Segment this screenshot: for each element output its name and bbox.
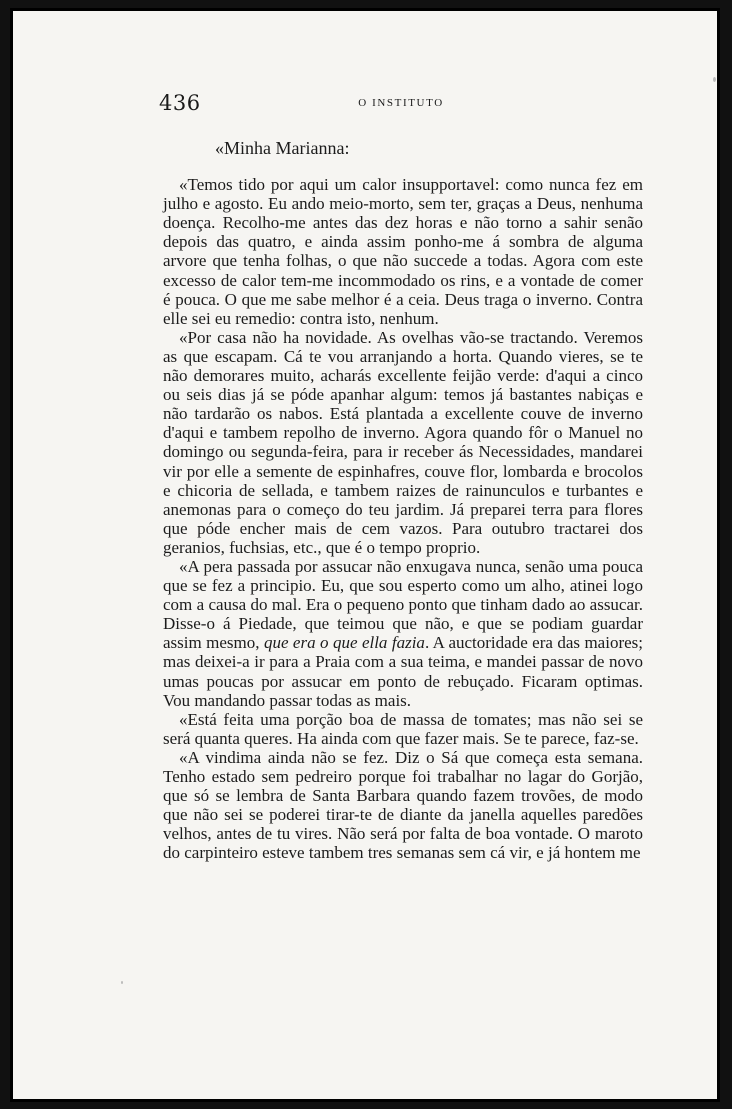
text-segment: «Por casa não ha novidade. As ovelhas vão-se tractando. Veremos as que escapam. Cá te vou arranjando a horta. Quando vieres, se te não demorares muito, acharás excellente feijão verde: d'aqui a cinco ou seis dias já se póde apanhar algum: temos já bastantes nabiças e não tardarão os nabos. Está plantada a excellente couve de inverno d'aqui e tambem repolho de inverno. Agora quando fôr o Manuel no domingo ou segunda-feira, para ir receber ás Necessidades, mandarei vir por elle a semente de espinhafres, couve flor, lombarda e brocolos e chicoria de sellada, e tambem raizes de rainunculos e turbantes e anemonas para o começo do teu jardim. Já preparei terra para flores que póde encher mais de cem vazos. Para outubro tractarei dos geranios, fuchsias, etc., que é o tempo proprio.: [163, 327, 643, 557]
letter-body: [163, 139, 643, 862]
text-segment: «A vindima ainda não se fez. Diz o Sá que começa esta semana. Tenho estado sem pedreiro porque foi trabalhar no lagar do Gorjão, que só se lembra de Santa Barbara quando fazem trovões, de modo que não sei se poderei tirar-te de diante da janella aquelles paredões velhos, antes de tu vires. Não será por falta de boa vontade. O maroto do carpinteiro esteve tambem tres semanas sem cá vir, e já hontem me: [163, 747, 643, 863]
paragraph-tomatoes: [163, 710, 643, 748]
italic-quote: que era o que ella fazia: [263, 633, 425, 653]
paragraph-heat: [163, 175, 643, 328]
text-segment: «Está feita uma porção boa de massa de tomates; mas não sei se será quanta queres. Ha ainda com que fazer mais. Se te parece, faz-se.: [163, 709, 643, 748]
page-number: 436: [159, 91, 201, 115]
paper-speck: [121, 981, 123, 984]
book-page: [10, 8, 720, 1102]
running-title: O INSTITUTO: [358, 97, 444, 109]
paragraph-harvest: [163, 748, 643, 863]
text-segment: «A pera passada por assucar não enxugava nunca, senão uma pouca que se fez a principio. Eu, que sou esperto como um alho, atinei logo com a causa do mal. Era o pequeno ponto que tinham dado ao assucar. Disse-o á Piedade, que teimou que não, e que se podiam guardar assim mesmo,: [163, 556, 643, 653]
paragraph-pears: [163, 557, 643, 710]
text-segment: . A auctoridade era das maiores; mas deixei-a ir para a Praia com a sua teima, e mandei passar de novo umas poucas por assucar em ponto de rebuçado. Ficaram optimas. Vou mandando passar todas as mais.: [163, 633, 643, 710]
page-header: [159, 91, 643, 121]
text-segment: «Temos tido por aqui um calor insupportavel: como nunca fez em julho e agosto. Eu ando meio-morto, sem ter, graças a Deus, nenhuma doença. Recolho-me antes das dez horas e não torno a sahir senão depois das quatro, e ainda assim ponho-me á sombra de alguma arvore que tenha folhas, o que não succede a todas. Agora com este excesso de calor tem-me incommodado os rins, e a vontade de comer é pouca. O que me sabe melhor é a ceia. Deus traga o inverno. Contra elle sei eu remedio: contra isto, nenhum.: [163, 175, 643, 328]
paper-speck: [713, 77, 716, 82]
letter-salutation: «Minha Marianna:: [215, 138, 350, 158]
paragraph-garden: [163, 328, 643, 557]
